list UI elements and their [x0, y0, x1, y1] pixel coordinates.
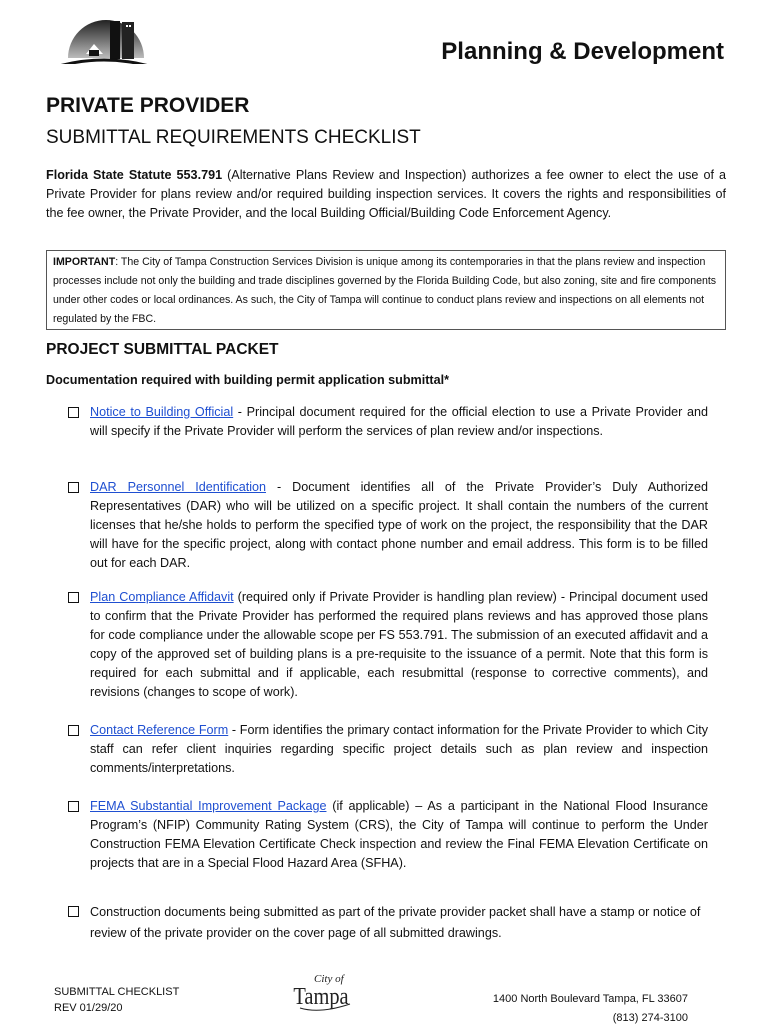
- checklist-item: [68, 797, 708, 873]
- section-subheading: Documentation required with building permit application submittal*: [46, 373, 450, 387]
- dar-personnel-identification-link[interactable]: DAR Personnel Identification: [90, 480, 266, 494]
- section-heading: PROJECT SUBMITTAL PACKET: [46, 341, 279, 358]
- checklist-item: [68, 588, 708, 702]
- planning-development-logo: [48, 8, 160, 69]
- item-description: Construction documents being submitted as part of the private provider packet shall have a stamp or notice of review of the private provider on the cover page of all submitted drawings.: [90, 905, 701, 940]
- svg-text:City of: City of: [314, 973, 344, 985]
- checkbox[interactable]: [68, 906, 79, 917]
- footer-contact: [493, 990, 688, 1024]
- item-description: (required only if Private Provider is handling plan review) - Principal document used to confirm that the Private Provider has performed the required plans reviews and has approved those plans for code compliance under the allowable scope per FS 553.791. The submission of an executed affidavit and a copy of the approved set of building plans is a pre-requisite to the issuance of a permit. Note that this form is required for each submittal and if applicable, each resubmittal (response to corrective comments), and revisions (changes to scope of work).: [90, 590, 709, 699]
- statute-reference: Florida State Statute 553.791: [46, 168, 223, 182]
- document-title: PRIVATE PROVIDER: [46, 94, 250, 117]
- checkbox[interactable]: [68, 407, 79, 418]
- fema-substantial-improvement-link[interactable]: FEMA Substantial Improvement Package: [90, 799, 327, 813]
- plan-compliance-affidavit-link[interactable]: Plan Compliance Affidavit: [90, 590, 234, 604]
- checklist-item: [68, 478, 708, 573]
- footer-address: 1400 North Boulevard Tampa, FL 33607: [492, 993, 688, 1005]
- checkbox[interactable]: [68, 725, 79, 736]
- checklist-item: [68, 721, 708, 778]
- item-description: - Form identifies the primary contact information for the Private Provider to which City staff can refer client inquiries regarding specific project details such as plan review and inspection comments/interpretations.: [90, 723, 708, 775]
- important-label: IMPORTANT: [53, 256, 116, 268]
- checkbox[interactable]: [68, 592, 79, 603]
- header-title: Planning & Development: [441, 38, 724, 65]
- footer-phone: (813) 274-3100: [612, 1012, 688, 1024]
- checklist-item: [68, 902, 708, 944]
- city-of-tampa-logo: [290, 968, 360, 1019]
- contact-reference-form-link[interactable]: Contact Reference Form: [90, 723, 229, 737]
- footer-checklist-label: SUBMITTAL CHECKLIST: [54, 986, 180, 998]
- item-description: - Document identifies all of the Private Provider’s Duly Authorized Representatives (DAR) who will be utilized on a specific project. It shall contain the numbers of the current licenses that he/she holds to perform the specified type of work on the project, the responsibility that the DAR will have for the specific project, along with contact phone number and email address. This form is to be filled out for each DAR.: [90, 480, 708, 570]
- checklist-item: [68, 403, 708, 441]
- notice-to-building-official-link[interactable]: Notice to Building Official: [90, 405, 234, 419]
- item-description: - Principal document required for the official election to use a Private Provider and will specify if the Private Provider will perform the services of plan review and/or inspections.: [90, 405, 708, 438]
- checkbox[interactable]: [68, 801, 79, 812]
- checkbox[interactable]: [68, 482, 79, 493]
- document-subtitle: SUBMITTAL REQUIREMENTS CHECKLIST: [46, 127, 421, 148]
- intro-paragraph: [46, 166, 726, 223]
- item-description: (if applicable) – As a participant in the National Flood Insurance Program’s (NFIP) Community Rating System (CRS), the City of Tampa will continue to perform the Under Construction FEMA Elevation Certificate Check inspection and review the Final FEMA Elevation Certificate on projects that are in a Special Flood Hazard Area (SFHA).: [90, 799, 708, 870]
- intro-text: (Alternative Plans Review and Inspection) authorizes a fee owner to elect the use of a Private Provider for plans review and/or required building inspection services. It covers the rights and responsibilities of the fee owner, the Private Provider, and the local Building Official/Building Code Enforcement Agency.: [46, 168, 726, 220]
- important-notice-box: [46, 250, 726, 330]
- svg-text:Tampa: Tampa: [293, 982, 349, 1010]
- footer-revision-date: REV 01/29/20: [54, 1002, 123, 1014]
- important-text: : The City of Tampa Construction Services Division is unique among its contemporaries in that the plans review and inspection processes include not only the building and trade disciplines governed by the Florida Building Code, but also zoning, site and fire components under other codes or local ordinances. As such, the City of Tampa will continue to conduct plans review and inspections on all elements not regulated by the FBC.: [53, 256, 717, 325]
- footer-revision: [54, 984, 179, 1016]
